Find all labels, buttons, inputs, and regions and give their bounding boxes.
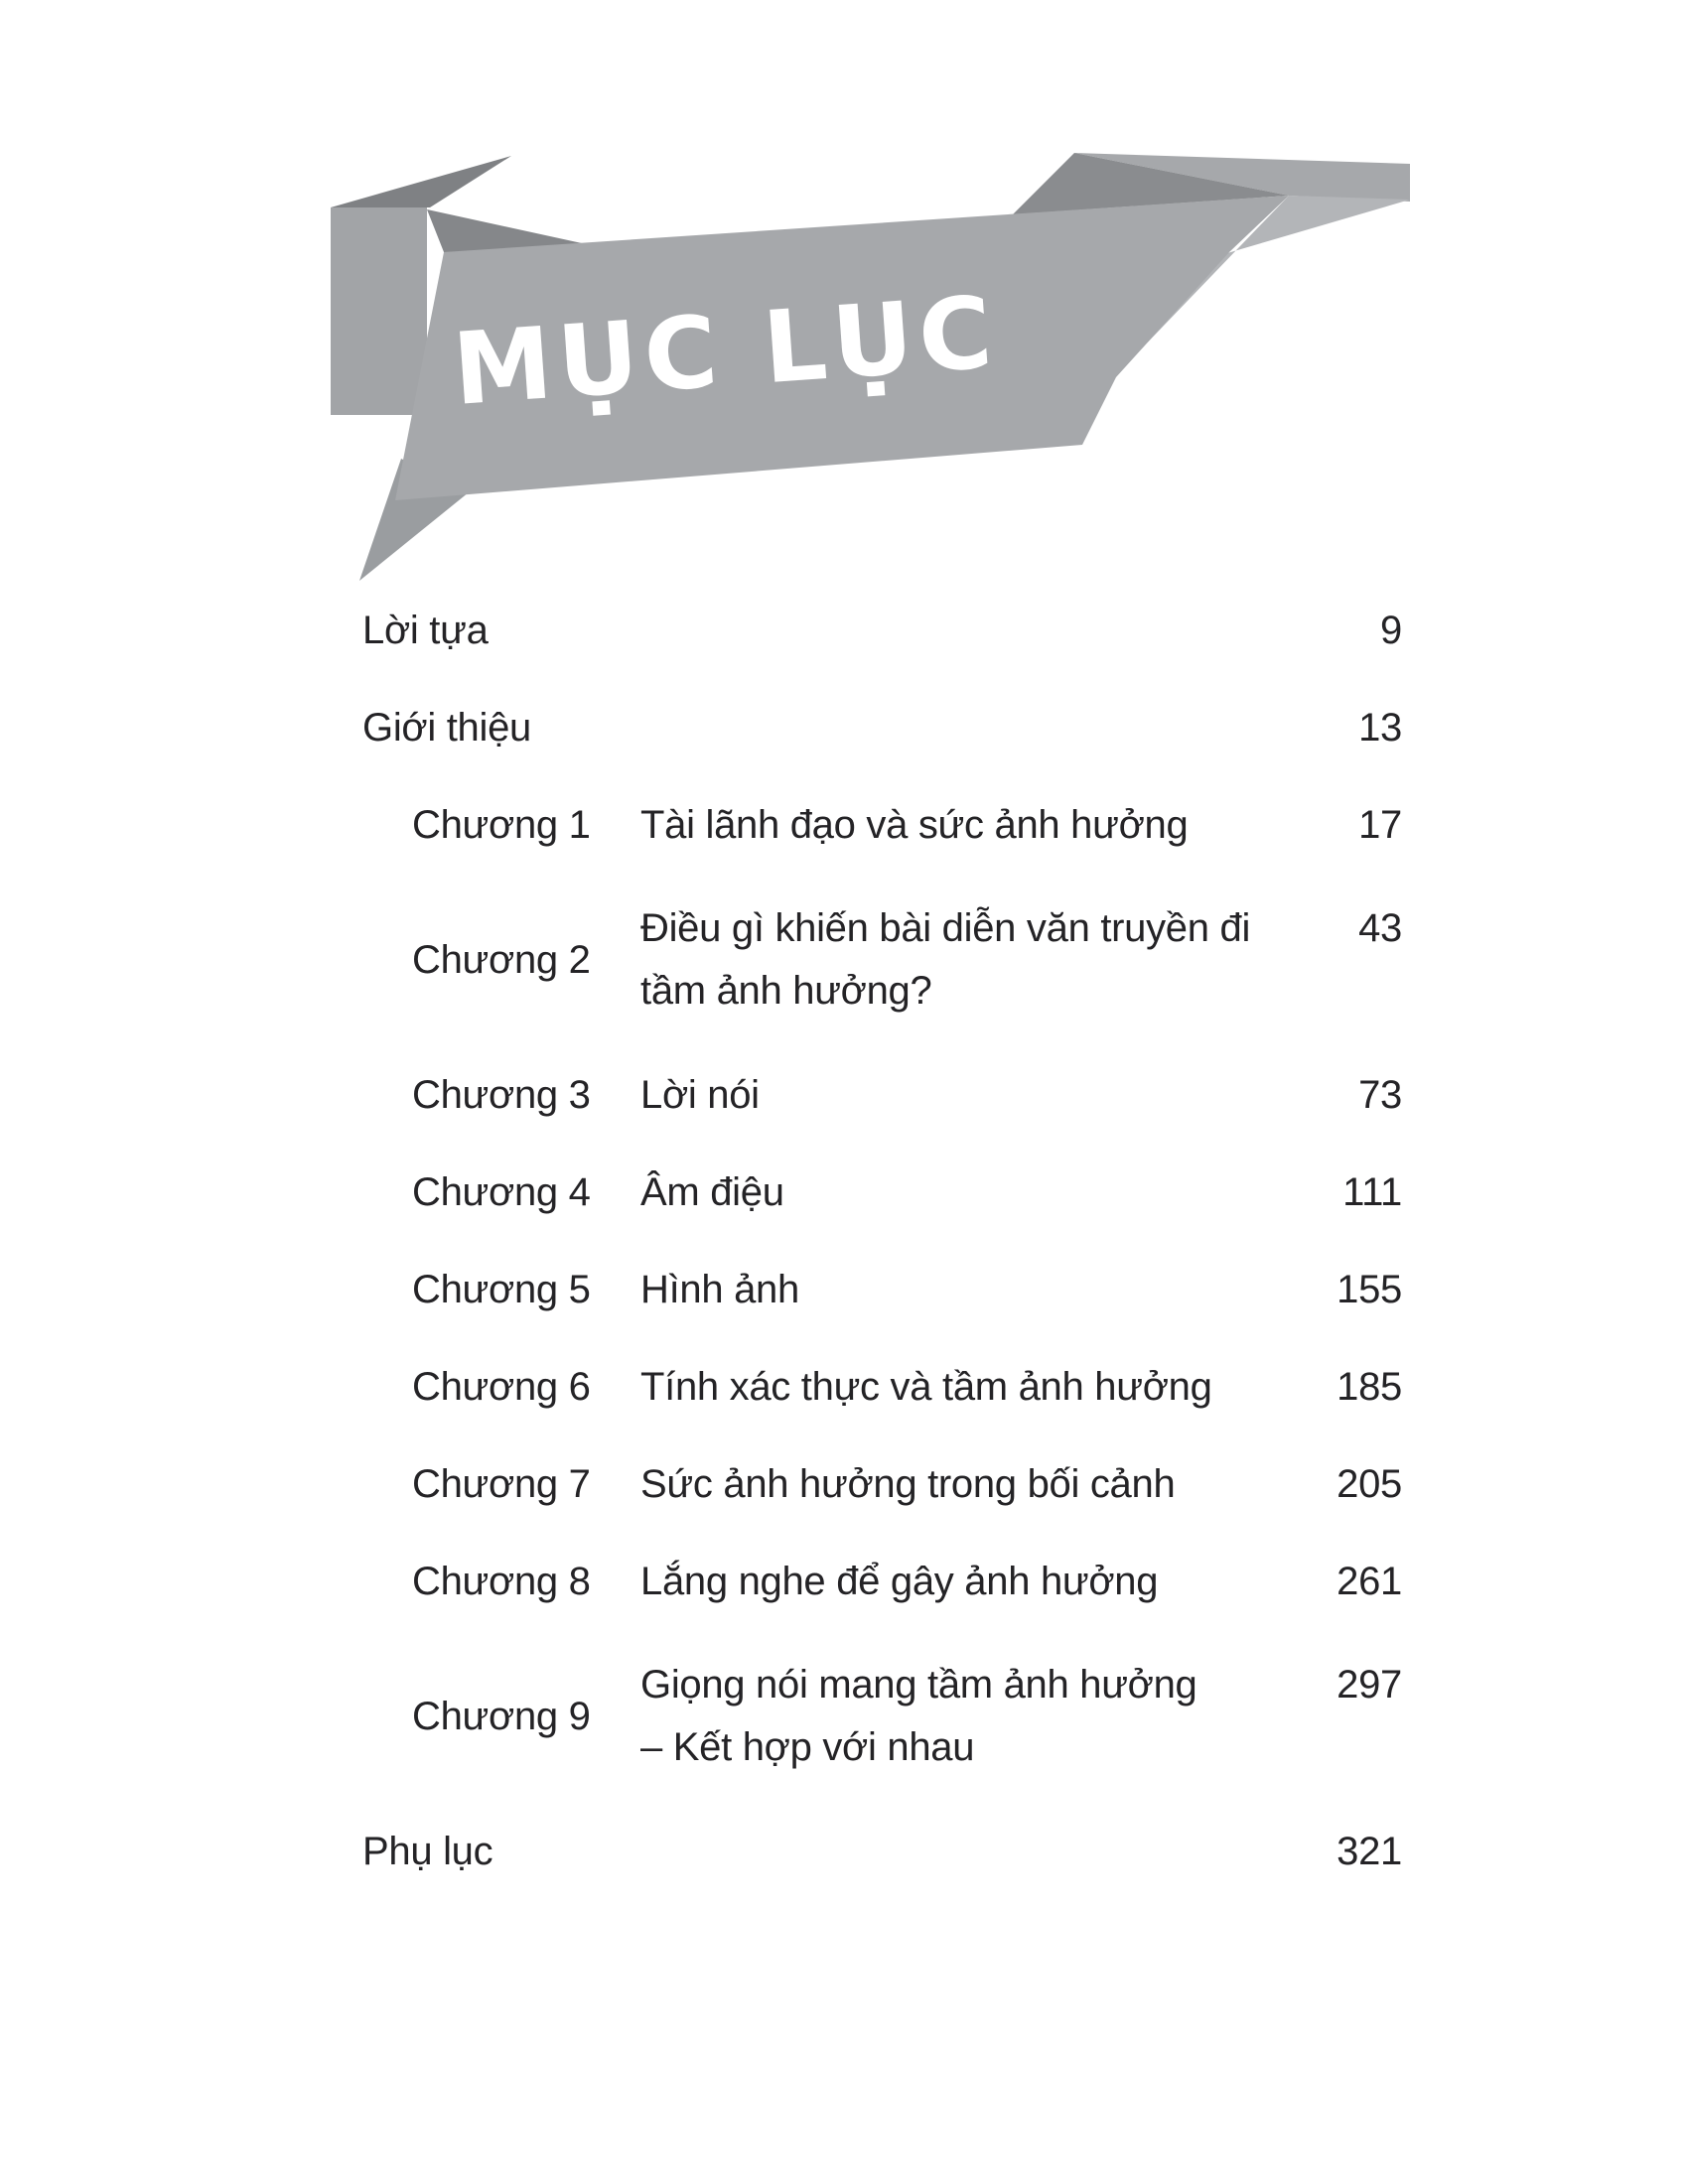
toc-chapter-label: Chương 4 [412, 1170, 591, 1214]
toc-entry-title [640, 1557, 1288, 1606]
toc-entry-title-line: Giọng nói mang tầm ảnh hưởng [640, 1663, 1197, 1706]
toc-entry-title [640, 1070, 1288, 1120]
toc-entry-page: 155 [1336, 1268, 1402, 1311]
toc-entry-page: 17 [1358, 803, 1402, 847]
banner-ribbon-svg [298, 127, 1440, 594]
toc-entry-page: 9 [1380, 609, 1402, 652]
toc-row [362, 1362, 1402, 1412]
toc-entry-page: 43 [1358, 906, 1402, 950]
toc-entry-title-line: Âm điệu [640, 1170, 784, 1214]
toc-row [362, 606, 1402, 655]
toc-list [362, 606, 1402, 1924]
toc-entry-title [640, 800, 1288, 850]
toc-chapter-label: Chương 1 [412, 803, 591, 847]
toc-row [362, 1265, 1402, 1314]
toc-chapter-label: Chương 6 [412, 1365, 591, 1409]
toc-entry-page: 297 [1336, 1663, 1402, 1706]
toc-entry-title-line: Điều gì khiến bài diễn văn truyền đi [640, 906, 1251, 950]
toc-chapter-label: Chương 3 [412, 1073, 591, 1117]
toc-chapter-label: Chương 9 [412, 1695, 591, 1738]
toc-entry-page: 261 [1336, 1560, 1402, 1603]
toc-entry-page: 13 [1358, 706, 1402, 750]
toc-entry-title-line: Sức ảnh hưởng trong bối cảnh [640, 1462, 1176, 1506]
toc-row [362, 1654, 1402, 1779]
toc-row [362, 1459, 1402, 1509]
toc-entry-title-line: Hình ảnh [640, 1268, 799, 1311]
toc-row [362, 1557, 1402, 1606]
toc-chapter-label: Chương 5 [412, 1268, 591, 1311]
toc-entry-title [640, 1459, 1288, 1509]
ribbon-left-spike [331, 156, 511, 207]
toc-entry-label: Giới thiệu [362, 706, 531, 750]
toc-row [362, 703, 1402, 752]
toc-entry-title-line: Tài lãnh đạo và sức ảnh hưởng [640, 803, 1189, 847]
toc-entry-title-line: – Kết hợp với nhau [640, 1725, 975, 1769]
toc-entry-title [640, 897, 1288, 1023]
toc-row [362, 1827, 1402, 1876]
banner-title: MỤC LỤC [449, 273, 1002, 428]
toc-entry-title-line: Lắng nghe để gây ảnh hưởng [640, 1560, 1159, 1603]
toc-chapter-label: Chương 8 [412, 1560, 591, 1603]
toc-entry-title [640, 1167, 1288, 1217]
toc-entry-title-line: Lời nói [640, 1073, 760, 1117]
toc-entry-page: 205 [1336, 1462, 1402, 1506]
toc-entry-title [640, 1654, 1288, 1779]
toc-entry-page: 111 [1342, 1170, 1402, 1214]
toc-row [362, 1070, 1402, 1120]
toc-chapter-label: Chương 7 [412, 1462, 591, 1506]
toc-row [362, 800, 1402, 850]
toc-entry-title [640, 1265, 1288, 1314]
toc-entry-title-line: tầm ảnh hưởng? [640, 969, 932, 1013]
toc-row [362, 1167, 1402, 1217]
toc-entry-label: Lời tựa [362, 609, 489, 652]
toc-entry-page: 73 [1358, 1073, 1402, 1117]
toc-entry-page: 321 [1336, 1830, 1402, 1873]
toc-entry-title-line: Tính xác thực và tầm ảnh hưởng [640, 1365, 1212, 1409]
ribbon-left-panel [331, 207, 427, 415]
toc-entry-title [640, 1362, 1288, 1412]
toc-entry-label: Phụ lục [362, 1830, 493, 1873]
toc-row [362, 897, 1402, 1023]
toc-entry-page: 185 [1336, 1365, 1402, 1409]
toc-chapter-label: Chương 2 [412, 938, 591, 982]
toc-banner [298, 127, 1440, 594]
